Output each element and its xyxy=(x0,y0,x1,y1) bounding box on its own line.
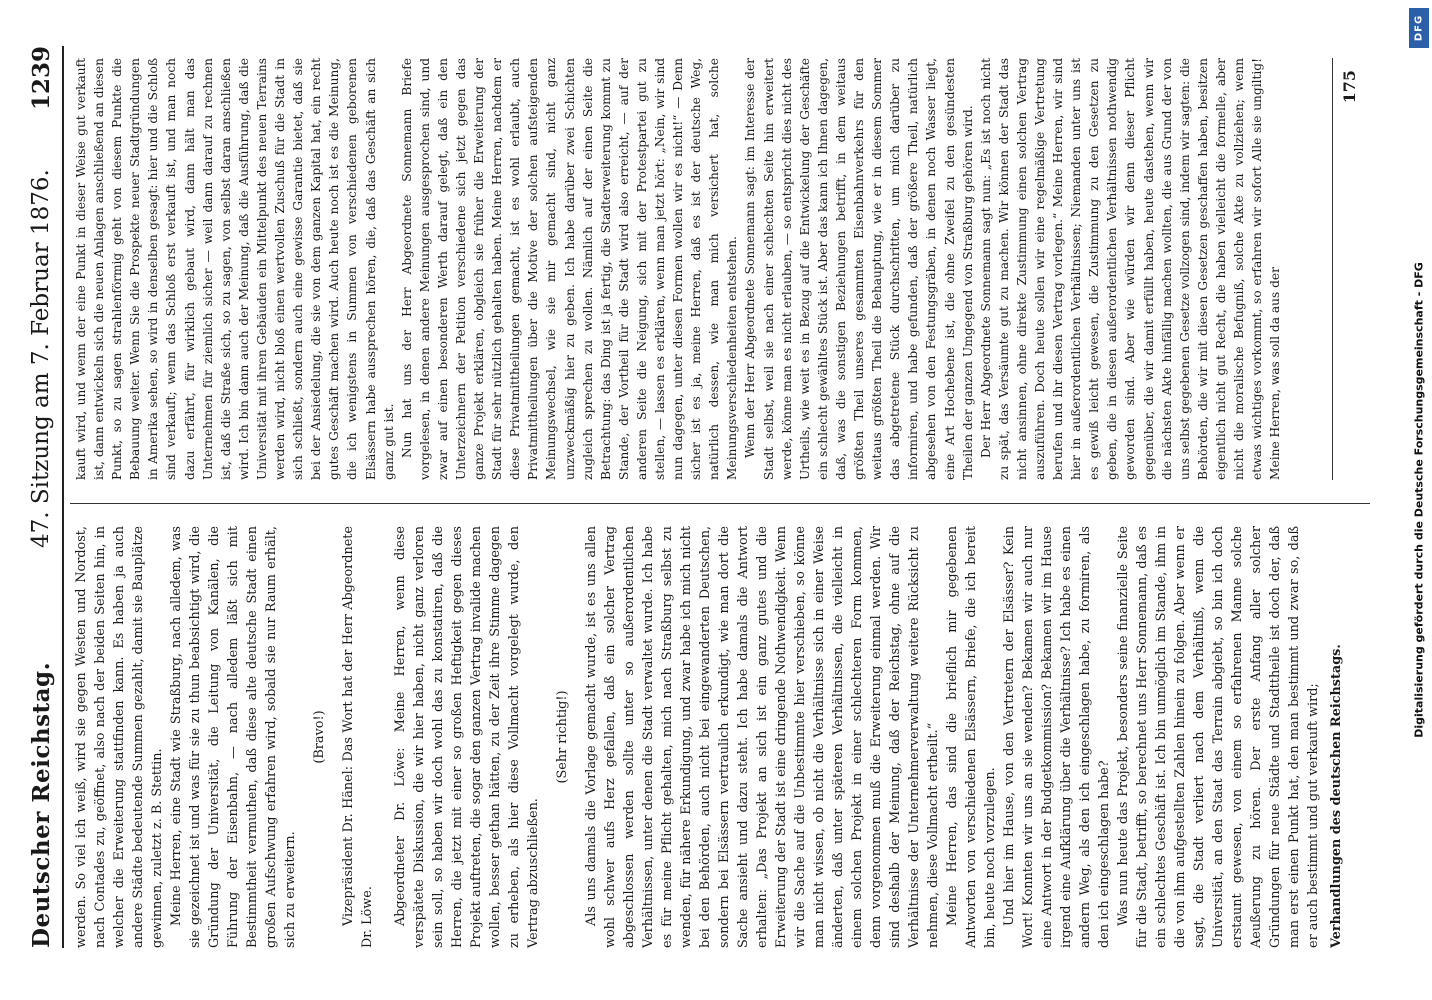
interjection: (Bravo!) xyxy=(312,710,327,764)
dfg-watermark xyxy=(1407,0,1431,1000)
speaker-announcement: Vizepräsident Dr. Hänel: Das Wort hat der Herr Abgeordnete Dr. Löwe. xyxy=(341,526,375,948)
paragraph: Wenn der Herr Abgeordnete Sonnemann sagt: im Interesse der Stadt selbst, weil sie nach einer schlechten Seite hin erweitert werde, könne man es nicht erlauben, — so entspricht dies nicht des Urtheils, wie weit es in Bezug auf die Entwickelung der Geschäfte ein schlecht gewähltes Stück ist. Aber das kann ich Ihnen dagegen, daß, was die sonstigen Beziehungen betrifft, in dem weitaus größten Theil unseres gesammten Eisenbahnverkehrs für den weitaus größten Theil die Behauptung, wie er in diesem Sommer das abgetretene Stück durchschritten, um mich darüber zu informiren, und habe gefunden, daß der größere Theil, natürlich abgesehen von den Festungsgräben, in denen noch Wasser liegt, eine Art Hochebene ist, die ohne Zweifel zu den gesündesten Theilen der ganzen Umgegend von Straßburg gehören wird. xyxy=(743,58,975,480)
bottom-rule xyxy=(1332,58,1333,480)
paragraph: kauft wird, und wenn der eine Punkt in dieser Weise gut verkauft ist, dann entwickeln sich die neuen Anlagen anschließend an diesen Punkt, so zu sagen strahlenförmig geht von diesem Punkte die Bebauung weiter. Wenn Sie die Prospekte neuer Stadtgründungen in Amerika sehen, so wird in denselben gesagt: hier und die Schloß sind verkauft; wenn das Schloß erst verkauft ist, und man noch dazu erfährt, für wirklich gebaut wird, dann hält man das Unternehmen für ziemlich sicher — weil dann darauf zu rechnen ist, daß die Straße sich, so zu sagen, von selbst daran anschließen wird. Ich bin dann auch der Meinung, daß die Ausführung, daß die Universität mit ihren Gebäuden ein Mittelpunkt des neuen Terrains werden wird, nicht bloß einen wertvollen Zuschuß für die Stadt in sich schließt, sondern auch eine gewisse Garantie bietet, daß sie bei der Ansiedelung, die sie von dem ganzen Kapital hat, ein recht gutes Geschäft machen wird. Auch heute noch ist es die Meinung, die ich wenigstens in Summen von verschiedenen geborenen Elsässern habe aussprechen hören, die, daß das Geschäft an sich ganz gut ist. xyxy=(74,58,396,480)
footer-title: Verhandlungen des deutschen Reichstags. xyxy=(1329,644,1344,948)
watermark-text: Digitalisierung gefördert durch die Deutsche Forschungsgemeinschaft - DFG xyxy=(1412,262,1426,738)
dfg-logo: DFG xyxy=(1409,8,1429,48)
paragraph: Meine Herren, das sind die brieflich mir gegebenen Antworten von verschiedenen Elsässern, Briefe, die ich bereit bin, heute noch vorzulegen. xyxy=(945,526,998,948)
page-header xyxy=(22,46,64,948)
paragraph: Nun hat uns der Herr Abgeordnete Sonnemann Briefe vorgelesen, in denen andere Meinungen ausgesprochen sind, und zwar auf einen besonderen Werth darauf gelegt, daß ein den Unterzeichnern der Petition verschiedene sich jetzt gegen das ganze Projekt erklären, obgleich sie früher die Erweiterung der Stadt für sehr nützlich gehalten haben. Meine Herren, nachdem er diese Privatmittheilungen gemacht, ist es wohl erlaubt, auch Privatmittheilungen über die Motive der solchen aufsteigenden Meinungswechsel, wie sie mir gemacht sind, nicht ganz unzweckmäßig hier zu geben. Ich habe darüber zwei Schichten zugleich sprechen zu wollen. Nämlich auf der einen Seite die Betrachtung: das Ding ist ja fertig, die Stadterweiterung kommt zu Stande, der Vortheil für die Stadt wird also erreicht, — auf der anderen Seite die Neigung, sich mit der Protestpartei gut zu stellen, — lassen es erklären, wenn man jetzt hört: „Nein, wir sind nun dagegen, unter diesen Formen wollen wir es nicht!“ — Denn sicher ist es ja, meine Herren, daß es ist der deutsche Weg, natürlich dessen, wie man mich versichert hat, solche Meinungsverschiedenheiten entstehen. xyxy=(399,58,740,480)
paragraph: Der Herr Abgeordnete Sonnemann sagt nun: „Es ist noch nicht zu spät, das Versäumte gut zu machen. Wir können der Stadt das nicht ansinnen, ohne direkte Zustimmung einen solchen Vertrag auszuführen. Doch heute sollen wir eine regelmäßige Vertretung berufen und ihr diesen Vertrag vorlegen.“ Meine Herren, wir sind hier in außerordentlichen Verhältnissen; Niemanden unter uns ist es gewiß leicht gewesen, die Zustimmung zu den Gesetzen zu geben, die in diesen außerordentlichen Verhältnissen nothwendig geworden sind. Aber wie würden wir denn dieser Pflicht gegenüber, die wir damit erfüllt haben, heute dastehen, wenn wir die nächsten Akte hinfällig machen wollten, die aus Grund der von uns selbst gegebenen Gesetze vollzogen sind, indem wir sagten: die Behörden, die wir mit diesen Gesetzen geschaffen haben, besitzen eigentlich nicht gut Recht, die haben vielleicht die formelle, aber nicht die moralische Befugniß, solche Akte zu vollziehen; wenn etwas wichtiges vorkommt, so erfahren wir sofort Alle sie ungiltig! Meine Herren, was soll da aus der xyxy=(978,58,1283,480)
paragraph: Was nun heute das Projekt, besonders seine finanzielle Seite für die Stadt, betrifft, so berechnet uns Herr Sonnemann, daß es ein schlechtes Geschäft ist. Ich bin unmöglich im Stande, ihm in die von ihm aufgestellten Zahlen hinein zu folgen. Aber wenn er sagt, die Stadt verliert nach dem Verhältniß, wenn die Universität, an den Staat das Terrain abgiebt, so bin ich doch erstaunt gewesen, von einem so erfahrenen Manne solche Aeußerung zu hören. Der erste Anfang aller solcher Gründungen für neue Städte und Stadttheile ist doch der, daß man erst einen Punkt hat, den man bestimmt und zwar so, daß er auch bestimmt und gut verkauft wird; xyxy=(1116,526,1321,948)
paragraph: Abgeordneter Dr. Löwe: Meine Herren, wenn diese verspätete Diskussion, die wir hier haben, nicht ganz verloren sein soll, so haben wir doch wohl das zu konstatiren, daß die Herren, die jetzt mit einer so großen Heftigkeit gegen dieses Projekt auftreten, die sogar den ganzen Vertrag invalide machen wollen, besser gethan hätten, zu der Zeit ihre Stimme dagegen zu erheben, als hier diese Vollmacht vorgelegt wurde, den Vertrag abzuschließen. xyxy=(393,526,541,948)
page-number: 1239 xyxy=(28,46,55,111)
publication-title: Deutscher Reichstag. xyxy=(28,661,55,948)
signature-mark: 175 xyxy=(1340,70,1359,104)
paragraph: Als uns damals die Vorlage gemacht wurde, ist es uns allen wohl schwer aufs Herz gefallen, daß ein solcher Vertrag abgeschlossen werden sollte unter so außerordentlichen Verhältnissen, unter denen die Stadt verwaltet wurde. Ich habe es für meine Pflicht gehalten, mich nach Straßburg selbst zu wenden, für nähere Erkundigung, und zwar habe ich mich nicht bei den Behörden, auch nicht bei eingewanderten Deutschen, sondern bei Elsässern vertraulich erkundigt, wie man dort die Sache ansieht und dazu steht. Ich habe damals die Antwort erhalten: „Das Projekt an sich ist ein ganz gutes und die Erweiterung der Stadt ist eine dringende Nothwendigkeit. Wenn wir die Sache auf die Unbestimmte hier verschieben, so könne man nicht wissen, ob nicht die Verhältnisse sich in einer Weise änderten, daß unter späteren Verhältnissen, die vielleicht in einem solchen Projekt in einer schlechteren Form kommen, denn vorgenommen muß die Erweiterung einmal werden. Wir sind deshalb der Meinung, daß der Reichstag, ohne auf die Verhältnisse der Unternehmerverwaltung weitere Rücksicht zu nehmen, diese Vollmacht ertheilt.“ xyxy=(584,526,941,948)
left-column xyxy=(72,526,1377,948)
session-title: 47. Sitzung am 7. Februar 1876. xyxy=(28,169,54,548)
paragraph: Meine Herren, eine Stadt wie Straßburg, nach alledem, was sie gezeichnet ist und was für sie zu thun beabsichtigt wird, die Gründung der Universität, die Leitung von Kanälen, die Führung der Eisenbahn, — nach alledem läßt sich mit Bestimmtheit vermuthen, daß diese alte deutsche Stadt einen großen Aufschwung erfahren wird, sobald sie nur Raum erhält, sich zu erweitern. xyxy=(169,526,298,948)
interjection: (Sehr richtig!) xyxy=(555,690,570,784)
right-column xyxy=(72,58,1327,480)
column-divider xyxy=(70,503,1370,504)
paragraph: werden. So viel ich weiß, wird sie gegen Westen und Nordost, nach Contades zu, geöffnet, also nach der beiden Seiten hin, in welcher die Erweiterung stattfinden kann. Es haben ja auch andere Städte bedeutende Summen gezahlt, damit sie Bauplätze gewinnen, zuletzt z. B. Stettin. xyxy=(74,526,165,948)
paragraph: Und hier im Hause, von den Vertretern der Elsässer? Kein Wort! Konnten wir uns an sie wenden? Bekamen wir auch nur eine Antwort in der Budgetkommission? Bekamen wir im Hause irgend eine Aufklärung über die Verhältnisse? Ich habe es einen andern Weg, als den ich eingeschlagen habe, zu formiren, als den ich eingeschlagen habe? xyxy=(1002,526,1112,948)
